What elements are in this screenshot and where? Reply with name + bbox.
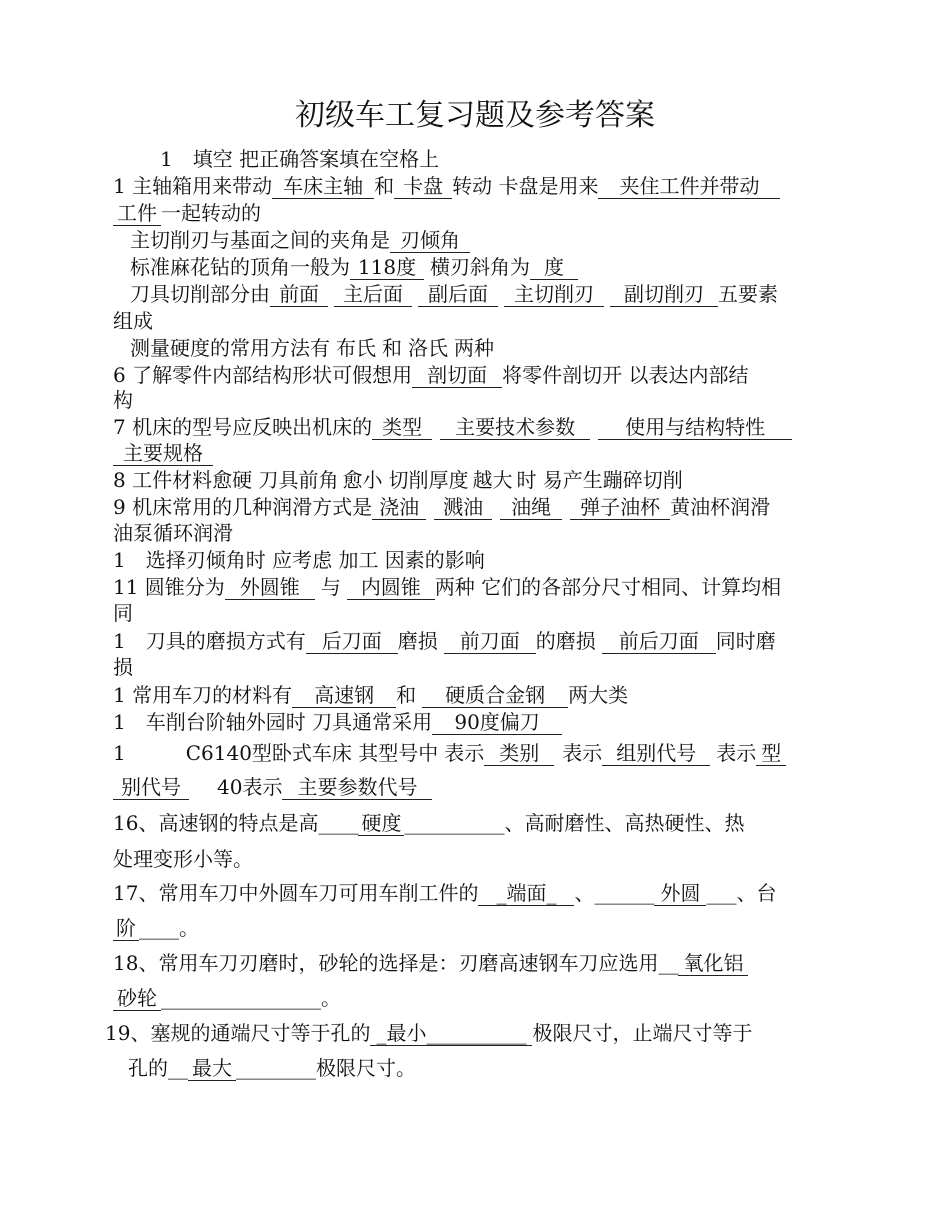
answer-blank: 主要技术参数 (440, 415, 590, 440)
answer-blank: 氧化铝 (678, 951, 748, 976)
answer-blank: 前后刀面 (602, 629, 716, 654)
answer-blank: 夹住工件并带动 (598, 174, 780, 199)
answer-blank: 硬质合金钢 (422, 683, 568, 708)
question-2: 主切削刃与基面之间的夹角是 刃倾角 (130, 227, 470, 253)
answer-blank: 工件 (113, 201, 161, 226)
question-16-line-2: 处理变形小等。 (113, 847, 253, 871)
answer-blank: 副后面 (418, 282, 498, 307)
question-15-line-2: 别代号 40表示 主要参数代号 (113, 774, 432, 800)
answer-blank: 浇油 (372, 495, 426, 520)
answer-blank: 型 (756, 741, 786, 766)
answer-blank: 副切削刃 (610, 282, 718, 307)
answer-blank: 刃倾角 (390, 228, 470, 253)
answer-blank: 别代号 (113, 775, 189, 800)
answer-blank: 外圆 (654, 881, 706, 906)
answer-blank: 硬度 (358, 811, 404, 836)
answer-blank: 内圆锥 (347, 575, 435, 600)
question-9-line-2: 油泵循环润滑 (113, 521, 233, 545)
question-14: 1 车削台阶轴外园时 刀具通常采用 90度偏刀 (113, 709, 562, 735)
question-10: 1 选择刃倾角时 应考虑 加工 因素的影响 (113, 548, 485, 572)
question-1-line-1: 1 主轴箱用来带动 车床主轴 和 卡盘 转动 卡盘是用来 夹住工件并带动 (113, 173, 780, 199)
question-4-line-2: 组成 (113, 309, 153, 333)
answer-blank: 砂轮 (113, 986, 161, 1011)
answer-blank: 弹子油杯 (570, 495, 670, 520)
answer-blank: 外圆锥 (225, 575, 315, 600)
question-15-line-1: 1 C6140型卧式车床 其型号中 表示 类别 表示 组别代号 表示 型 (113, 740, 786, 766)
question-11-line-1: 11 圆锥分为 外圆锥 与 内圆锥 两种 它们的各部分尺寸相同、计算均相 (113, 575, 782, 599)
answer-blank: 溅油 (434, 495, 492, 520)
question-7-line-2 (113, 440, 213, 466)
question-5: 测量硬度的常用方法有 布氏 和 洛氏 两种 (130, 336, 494, 360)
question-17-line-1: 17、常用车刀中外圆车刀可用车削工件的 _端面_ 、______ 外圆 ___、台 (113, 881, 777, 905)
question-9-line-1: 9 机床常用的几种润滑方式是 浇油 溅油 油绳 弹子油杯 黄油杯润滑 (113, 495, 771, 519)
answer-blank: 前面 (270, 282, 328, 307)
answer-blank: 后刀面 (306, 629, 398, 654)
question-4-line-1: 刀具切削部分由 前面 主后面 副后面 主切削刃 副切削刃 五要素 (130, 282, 778, 306)
answer-blank: 组别代号 (602, 741, 710, 766)
answer-blank: _端面_ (478, 881, 574, 906)
answer-blank: 剖切面 (412, 363, 502, 388)
answer-blank: 前刀面 (444, 629, 536, 654)
answer-blank: _最小__________ (370, 1021, 532, 1046)
answer-blank: 类别 (484, 741, 554, 766)
question-18-line-1: 18、常用车刀刃磨时，砂轮的选择是：刃磨高速钢车刀应选用__ 氧化铝 (113, 950, 748, 976)
page-title: 初级车工复习题及参考答案 (295, 98, 655, 133)
answer-blank: 主后面 (334, 282, 412, 307)
answer-blank: 最大 (188, 1056, 236, 1081)
answer-blank: 主切削刃 (504, 282, 604, 307)
question-7-line-1: 7 机床的型号应反映出机床的 类型 主要技术参数 使用与结构特性 (113, 414, 792, 440)
question-1-line-2: 工件 一起转动的 (113, 200, 261, 226)
answer-blank: 使用与结构特性 (598, 415, 792, 440)
answer-blank: 高速钢 (292, 683, 396, 708)
question-3: 标准麻花钻的顶角一般为 118度 横刃斜角为 度 (130, 254, 578, 280)
answer-blank: 主要参数代号 (282, 775, 432, 800)
answer-blank: 118度 (350, 255, 424, 280)
question-6-line-2: 构 (113, 388, 133, 412)
answer-blank: 阶 (113, 916, 139, 941)
question-6-line-1: 6 了解零件内部结构形状可假想用 剖切面 将零件剖切开 以表达内部结 (113, 363, 749, 387)
question-13: 1 常用车刀的材料有 高速钢 和 硬质合金钢 两大类 (113, 683, 629, 707)
section-heading: 1 填空 把正确答案填在空格上 (160, 147, 440, 171)
answer-blank: 油绳 (500, 495, 562, 520)
question-19-line-1: 19、塞规的通端尺寸等于孔的 _最小__________ 极限尺寸，止端尺寸等于 (105, 1021, 753, 1045)
answer-blank: 度 (530, 255, 578, 280)
question-11-line-2: 同 (113, 601, 133, 625)
question-12-line-1: 1 刀具的磨损方式有 后刀面 磨损 前刀面 的磨损 前后刀面 同时磨 (113, 629, 776, 653)
answer-blank: 卡盘 (394, 174, 452, 199)
question-18-line-2: 砂轮 ________________。 (113, 985, 341, 1011)
question-16-line-1: 16、高速钢的特点是高____ 硬度 __________、高耐磨性、高热硬性、热 (113, 811, 745, 835)
answer-blank: 90度偏刀 (432, 710, 562, 735)
answer-blank: 主要规格 (113, 441, 213, 466)
question-19-line-2: 孔的__ 最大 ________极限尺寸。 (128, 1056, 416, 1080)
answer-blank: 车床主轴 (272, 174, 374, 199)
question-17-line-2: 阶 ____。 (113, 915, 199, 941)
question-8: 8 工件材料愈硬 刀具前角 愈小 切削厚度 越大 时 易产生蹦碎切削 (113, 468, 683, 492)
answer-blank: 类型 (372, 415, 432, 440)
question-12-line-2: 损 (113, 655, 133, 679)
